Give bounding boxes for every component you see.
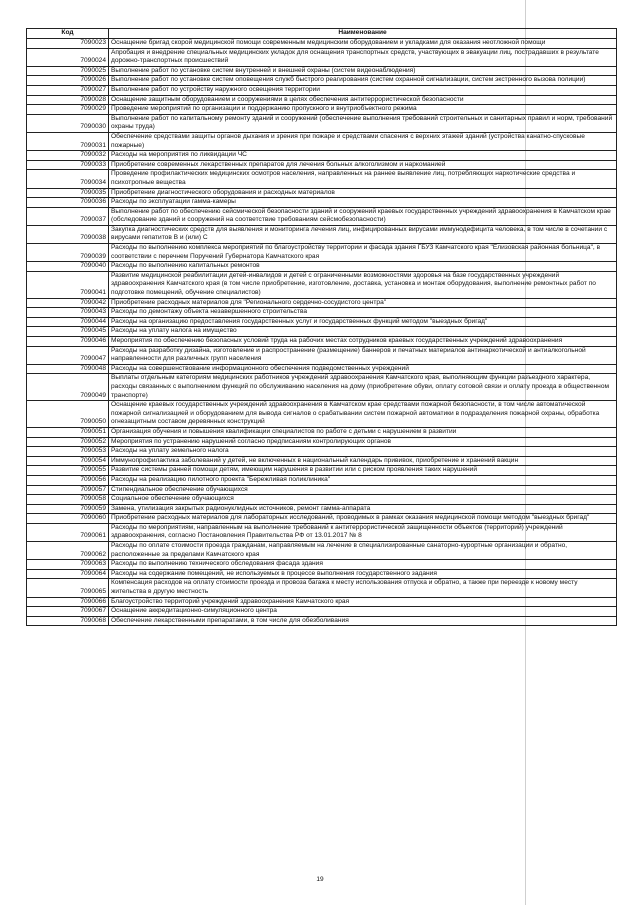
name-cell: Выполнение работ по капитальному ремонту зданий и сооружений (обеспечение выполнения требований строительных и санитарных правил и норм, требований охраны труда)	[109, 114, 617, 132]
code-cell: 7090059	[27, 504, 109, 514]
table-row	[27, 346, 617, 364]
name-cell: Расходы на совершенствование информационного обеспечения подведомственных учреждений	[109, 364, 617, 374]
name-cell: Расходы по мероприятиям, направленным на выполнение требований к антитеррористической защищенности объектов (территорий) учреждений здравоохранения, согласно Постановления Правительства РФ от 13.01.2017 № 8	[109, 523, 617, 541]
name-cell: Мероприятия по устранению нарушений согласно предписаниям контролирующих органов	[109, 437, 617, 447]
table-row	[27, 76, 617, 86]
code-cell: 7090039	[27, 244, 109, 262]
name-cell: Выполнение работ по обеспечению сейсмической безопасности зданий и сооружений краевых государственных учреждений здравоохранения в Камчатском крае (обследование зданий и сооружений на соответствие требованиям сейсмобезопасности)	[109, 207, 617, 225]
name-cell: Выполнение работ по установке систем оповещения служб быстрого реагирования (систем охранной сигнализации, систем экстренного вызова полиции)	[109, 76, 617, 86]
name-cell: Проведение мероприятий по организации и поддержанию пропускного и внутриобъектного режима	[109, 105, 617, 115]
page-number: 19	[316, 876, 324, 883]
table-header-row	[27, 29, 617, 39]
name-cell: Расходы на разработку дизайна, изготовление и распространение (размещение) баннеров и печатных материалов антинаркотической и антиалкогольной направленности для различных групп населения	[109, 346, 617, 364]
code-cell: 7090047	[27, 346, 109, 364]
name-cell: Иммунопрофилактика заболеваний у детей, не включенных в национальный календарь прививок, приобретение и хранений вакцин	[109, 456, 617, 466]
code-cell: 7090053	[27, 447, 109, 457]
name-cell: Расходы по демонтажу объекта незавершенного строительства	[109, 308, 617, 318]
name-cell: Выплаты отдельным категориям медицинских работников учреждений здравоохранения Камчатского края, выполняющим функции разъездного характера, расходы связанных с выполнением функций по обслуживанию населения на дому (приобретение обуви, оплату сотовой связи и оплату проезда в общественном транспорте)	[109, 374, 617, 401]
code-cell: 7090051	[27, 427, 109, 437]
code-cell: 7090049	[27, 374, 109, 401]
name-cell: Расходы по выполнению комплекса мероприятий по благоустройству территории и фасада здания ГБУЗ Камчатского края "Елизовская районная больница", в соответствии с перечнем Поручений Губернатора Камчатского края	[109, 244, 617, 262]
budget-code-table-container	[26, 28, 616, 626]
name-cell: Обеспечение средствами защиты органов дыхания и зрения при пожаре и средствами спасения с верхних этажей зданий (устройства канатно-спусковые пожарные)	[109, 132, 617, 150]
code-cell: 7090027	[27, 85, 109, 95]
code-cell: 7090034	[27, 170, 109, 188]
table-row	[27, 456, 617, 466]
code-cell: 7090048	[27, 364, 109, 374]
code-cell: 7090064	[27, 569, 109, 579]
name-cell: Компенсация расходов на оплату стоимости проезда и провоза багажа к месту использования отпуска и обратно, а также при переезде к новому месту жительства в другую местность	[109, 579, 617, 597]
table-row	[27, 308, 617, 318]
code-cell: 7090054	[27, 456, 109, 466]
table-row	[27, 198, 617, 208]
code-cell: 7090037	[27, 207, 109, 225]
table-row	[27, 447, 617, 457]
table-row	[27, 374, 617, 401]
table-row	[27, 85, 617, 95]
code-cell: 7090063	[27, 560, 109, 570]
name-cell: Приобретение современных лекарственных препаратов для лечения больных алкоголизмом и наркоманией	[109, 160, 617, 170]
code-cell: 7090052	[27, 437, 109, 447]
table-row	[27, 48, 617, 66]
name-cell: Приобретение диагностического оборудования и расходных материалов	[109, 188, 617, 198]
name-cell: Приобретение расходных материалов для лабораторных исследований, проводимых в рамках оказания медицинской помощи методом "выездных бригад"	[109, 514, 617, 524]
table-row	[27, 317, 617, 327]
table-row	[27, 569, 617, 579]
code-cell: 7090057	[27, 485, 109, 495]
table-row	[27, 401, 617, 428]
code-cell: 7090044	[27, 317, 109, 327]
name-cell: Стипендиальное обеспечение обучающихся	[109, 485, 617, 495]
name-cell: Расходы на уплату земельного налога	[109, 447, 617, 457]
code-cell: 7090041	[27, 271, 109, 298]
name-cell: Социальное обеспечение обучающихся	[109, 495, 617, 505]
code-cell: 7090035	[27, 188, 109, 198]
table-row	[27, 616, 617, 626]
name-cell: Развитие системы ранней помощи детям, имеющим нарушения в развитии или с риском проявления таких нарушений	[109, 466, 617, 476]
table-row	[27, 262, 617, 272]
name-cell: Обеспечение лекарственными препаратами, в том числе для обезболивания	[109, 616, 617, 626]
name-cell: Расходы на уплату налога на имущество	[109, 327, 617, 337]
table-row	[27, 437, 617, 447]
name-cell: Развитие медицинской реабилитации детей-инвалидов и детей с ограниченными возможностями здоровья на базе государственных учреждений здравоохранения Камчатского края (в том числе приобретение, изготовление, доставка, установка и монтаж оборудования, выполнение ремонтных работ по подготовке помещений, обучение специалистов)	[109, 271, 617, 298]
code-cell: 7090045	[27, 327, 109, 337]
code-cell: 7090033	[27, 160, 109, 170]
table-row	[27, 271, 617, 298]
code-cell: 7090042	[27, 298, 109, 308]
table-body	[27, 39, 617, 626]
table-row	[27, 39, 617, 49]
code-cell: 7090050	[27, 401, 109, 428]
table-row	[27, 427, 617, 437]
code-cell: 7090065	[27, 579, 109, 597]
code-cell: 7090024	[27, 48, 109, 66]
table-row	[27, 607, 617, 617]
code-cell: 7090031	[27, 132, 109, 150]
budget-code-table	[26, 28, 617, 626]
name-cell: Мероприятия по обеспечению безопасных условий труда на рабочих местах сотрудников краевых государственных учреждений здравоохранения	[109, 337, 617, 347]
code-cell: 7090046	[27, 337, 109, 347]
code-cell: 7090030	[27, 114, 109, 132]
table-row	[27, 188, 617, 198]
name-cell: Оснащение краевых государственных учреждений здравоохранения в Камчатском крае средствами пожарной безопасности, в том числе автоматической пожарной сигнализацией и оборудованием для вывода сигналов о срабатывании систем пожарной автоматики в подразделения пожарной охраны, обработка огнезащитным составом деревянных конструкций	[109, 401, 617, 428]
name-cell: Оснащение аккредитационно-симуляционного центра	[109, 607, 617, 617]
code-column-header: Код	[27, 29, 109, 39]
table-row	[27, 66, 617, 76]
code-cell: 7090028	[27, 95, 109, 105]
code-cell: 7090038	[27, 225, 109, 243]
code-cell: 7090056	[27, 475, 109, 485]
table-row	[27, 327, 617, 337]
table-row	[27, 170, 617, 188]
code-cell: 7090060	[27, 514, 109, 524]
name-cell: Расходы по выполнению капитальных ремонтов	[109, 262, 617, 272]
code-cell: 7090040	[27, 262, 109, 272]
table-row	[27, 504, 617, 514]
code-cell: 7090055	[27, 466, 109, 476]
name-cell: Замена, утилизация закрытых радионуклидных источников, ремонт гамма-аппарата	[109, 504, 617, 514]
code-cell: 7090036	[27, 198, 109, 208]
table-row	[27, 466, 617, 476]
table-row	[27, 298, 617, 308]
table-row	[27, 244, 617, 262]
table-row	[27, 132, 617, 150]
code-cell: 7090023	[27, 39, 109, 49]
table-row	[27, 207, 617, 225]
code-cell: 7090061	[27, 523, 109, 541]
name-cell: Оснащение бригад скорой медицинской помощи современным медицинским оборудованием и укладками для оказания неотложной помощи	[109, 39, 617, 49]
name-cell: Расходы на мероприятия по ликвидации ЧС	[109, 151, 617, 161]
name-column-header: Наименование	[109, 29, 617, 39]
name-cell: Расходы по выполнению технического обследования фасада здания	[109, 560, 617, 570]
table-row	[27, 597, 617, 607]
table-row	[27, 337, 617, 347]
name-cell: Организация обучения и повышения квалификации специалистов по работе с детьми с нарушением в развитии	[109, 427, 617, 437]
table-row	[27, 542, 617, 560]
table-row	[27, 495, 617, 505]
table-row	[27, 114, 617, 132]
code-cell: 7090068	[27, 616, 109, 626]
code-cell: 7090058	[27, 495, 109, 505]
code-cell: 7090062	[27, 542, 109, 560]
name-cell: Благоустройство территорий учреждений здравоохранения Камчатского края	[109, 597, 617, 607]
name-cell: Оснащение защитным оборудованием и сооружениями в целях обеспечения антитеррористической безопасности	[109, 95, 617, 105]
name-cell: Приобретение расходных материалов для "Регионального сердечно-сосудистого центра"	[109, 298, 617, 308]
table-row	[27, 523, 617, 541]
name-cell: Апробация и внедрение специальных медицинских укладок для оснащения транспортных средств, участвующих в эвакуации лиц, пострадавших в результате дорожно-транспортных происшествий	[109, 48, 617, 66]
name-cell: Расходы на организацию предоставления государственных услуг и государственных функций методом "выездных бригад"	[109, 317, 617, 327]
code-cell: 7090066	[27, 597, 109, 607]
name-cell: Расходы на содержание помещений, не используемых в процессе выполнения государственного задания	[109, 569, 617, 579]
name-cell: Проведение профилактических медицинских осмотров населения, направленных на раннее выявление лиц, потребляющих наркотические средства и психотропные вещества	[109, 170, 617, 188]
table-row	[27, 475, 617, 485]
code-cell: 7090026	[27, 76, 109, 86]
code-cell: 7090043	[27, 308, 109, 318]
code-cell: 7090025	[27, 66, 109, 76]
table-row	[27, 364, 617, 374]
table-row	[27, 560, 617, 570]
table-row	[27, 225, 617, 243]
name-cell: Выполнение работ по устройству наружного освещения территории	[109, 85, 617, 95]
code-cell: 7090029	[27, 105, 109, 115]
name-cell: Расходы на реализацию пилотного проекта "Бережливая поликлиника"	[109, 475, 617, 485]
code-cell: 7090067	[27, 607, 109, 617]
name-cell: Закупка диагностических средств для выявления и мониторинга лечения лиц, инфицированных вирусами иммунодефицита человека, в том числе в сочетании с вирусами гепатитов В и (или) С	[109, 225, 617, 243]
table-row	[27, 579, 617, 597]
table-row	[27, 485, 617, 495]
name-cell: Выполнение работ по установке систем внутренней и внешней охраны (систем видеонаблюдения)	[109, 66, 617, 76]
name-cell: Расходы по оплате стоимости проезда гражданам, направляемым на лечение в специализированные санаторно-курортные организации и обратно, расположенные за пределами Камчатского края	[109, 542, 617, 560]
table-row	[27, 151, 617, 161]
table-row	[27, 514, 617, 524]
name-cell: Расходы по эксплуатации гамма-камеры	[109, 198, 617, 208]
table-row	[27, 95, 617, 105]
table-row	[27, 105, 617, 115]
table-row	[27, 160, 617, 170]
code-cell: 7090032	[27, 151, 109, 161]
